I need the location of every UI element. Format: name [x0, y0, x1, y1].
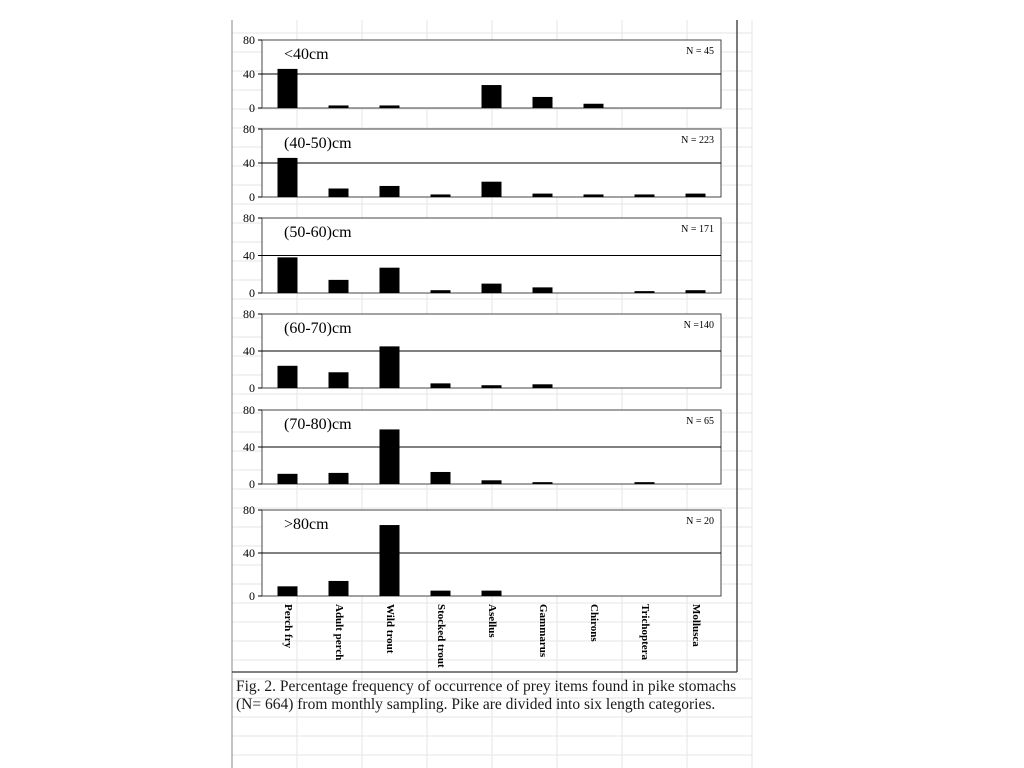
chart-panel: [243, 503, 721, 603]
y-tick-label: 80: [243, 503, 255, 517]
bar: [482, 182, 502, 197]
bar: [533, 384, 553, 388]
bar: [278, 474, 298, 484]
bar: [380, 268, 400, 293]
panel-label: (40-50)cm: [284, 135, 352, 152]
x-tick-label: Perch fry: [281, 604, 294, 649]
panel-label: (70-80)cm: [284, 416, 352, 433]
y-tick-label: 80: [243, 403, 255, 417]
panel-label: (50-60)cm: [284, 224, 352, 241]
x-tick-label: Stocked trout: [434, 604, 447, 668]
x-tick-label: Mollusca: [689, 604, 702, 647]
n-label: N =140: [683, 320, 714, 331]
y-tick-label: 40: [243, 156, 255, 170]
bar: [278, 69, 298, 108]
bar: [431, 472, 451, 484]
bar: [533, 482, 553, 484]
bar: [329, 581, 349, 596]
y-tick-label: 80: [243, 211, 255, 225]
bar: [278, 257, 298, 293]
bar: [278, 586, 298, 596]
bar: [380, 346, 400, 388]
bar: [686, 194, 706, 197]
y-tick-label: 0: [249, 190, 255, 204]
y-tick-label: 0: [249, 589, 255, 603]
bar: [329, 372, 349, 388]
n-label: N = 223: [681, 135, 714, 146]
bar: [482, 284, 502, 293]
bar: [482, 591, 502, 596]
bar: [482, 85, 502, 108]
bar: [278, 158, 298, 197]
caption-line-1: Fig. 2. Percentage frequency of occurrence of prey items found in pike stomachs: [236, 678, 737, 695]
bar: [635, 194, 655, 197]
chart-panels: [243, 33, 721, 603]
bar: [482, 385, 502, 388]
bar: [431, 383, 451, 388]
bar: [329, 473, 349, 484]
y-tick-label: 0: [249, 286, 255, 300]
y-tick-label: 0: [249, 101, 255, 115]
x-tick-label: Adult perch: [332, 604, 345, 661]
y-tick-label: 40: [243, 248, 255, 263]
x-tick-label: Asellus: [485, 604, 498, 638]
bar: [635, 291, 655, 293]
bar: [686, 290, 706, 293]
chart-panel: [243, 211, 721, 300]
x-tick-label: Wild trout: [383, 604, 396, 654]
y-tick-label: 40: [243, 546, 255, 560]
bar: [533, 287, 553, 293]
x-tick-label: Chirons: [587, 604, 600, 642]
chart-panel: [243, 122, 721, 204]
chart-panel: [243, 307, 721, 395]
caption-line-2: (N= 664) from monthly sampling. Pike are divided into six length categories.: [236, 696, 716, 713]
bar: [482, 480, 502, 484]
bar: [380, 525, 400, 596]
y-tick-label: 0: [249, 477, 255, 491]
y-tick-label: 80: [243, 122, 255, 136]
chart-panel: [243, 33, 721, 115]
x-tick-label: Gammarus: [536, 604, 549, 658]
y-tick-label: 80: [243, 33, 255, 47]
y-tick-label: 40: [243, 67, 255, 81]
bar: [278, 366, 298, 388]
bar: [431, 194, 451, 197]
n-label: N = 20: [686, 516, 714, 527]
bar: [380, 186, 400, 197]
bar: [380, 429, 400, 484]
n-label: N = 45: [686, 46, 714, 57]
y-tick-label: 80: [243, 307, 255, 321]
y-tick-label: 0: [249, 381, 255, 395]
bar: [584, 104, 604, 108]
panel-label: (60-70)cm: [284, 320, 352, 337]
panel-label: <40cm: [284, 46, 329, 63]
figure-caption: [236, 678, 756, 714]
bar: [329, 189, 349, 198]
bar: [533, 194, 553, 197]
x-tick-label: Trichoptera: [638, 604, 651, 661]
bar: [635, 482, 655, 484]
y-tick-label: 40: [243, 440, 255, 454]
bar: [431, 290, 451, 293]
bar: [329, 280, 349, 293]
bar: [584, 194, 604, 197]
bar: [431, 591, 451, 596]
panel-label: >80cm: [284, 516, 329, 533]
bar: [329, 105, 349, 108]
n-label: N = 65: [686, 416, 714, 427]
y-tick-label: 40: [243, 344, 255, 358]
n-label: N = 171: [681, 224, 714, 235]
bar: [380, 105, 400, 108]
chart-panel: [243, 403, 721, 491]
bar: [533, 97, 553, 108]
